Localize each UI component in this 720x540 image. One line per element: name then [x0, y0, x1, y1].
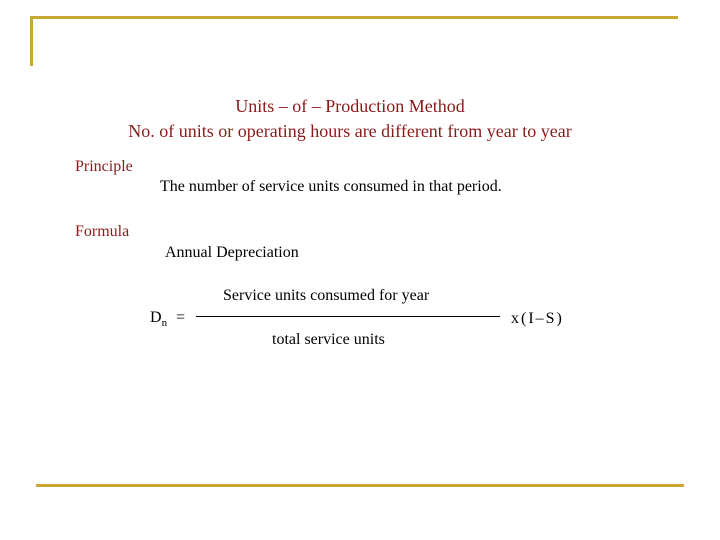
fraction-bar: [196, 316, 500, 317]
formula-equals-sign: =: [176, 309, 186, 326]
lhs-symbol-letter: D: [150, 309, 162, 326]
top-accent-bar: [30, 16, 678, 19]
formula-numerator: Service units consumed for year: [223, 287, 430, 304]
slide-title: Units – of – Production Method: [235, 96, 465, 116]
formula-lhs-symbol: [150, 309, 167, 329]
formula-denominator: total service units: [272, 331, 385, 348]
formula-multiplier: x(I–S): [511, 310, 564, 327]
principle-label: Principle: [75, 158, 133, 175]
formula-label: Formula: [75, 223, 130, 240]
left-accent-bar: [30, 16, 33, 66]
principle-text: The number of service units consumed in that period.: [160, 178, 502, 195]
formula-heading: Annual Depreciation: [165, 244, 299, 261]
lhs-symbol-subscript: n: [161, 317, 168, 330]
bottom-accent-bar: [36, 484, 684, 487]
slide-subtitle: No. of units or operating hours are different from year to year: [128, 121, 572, 141]
